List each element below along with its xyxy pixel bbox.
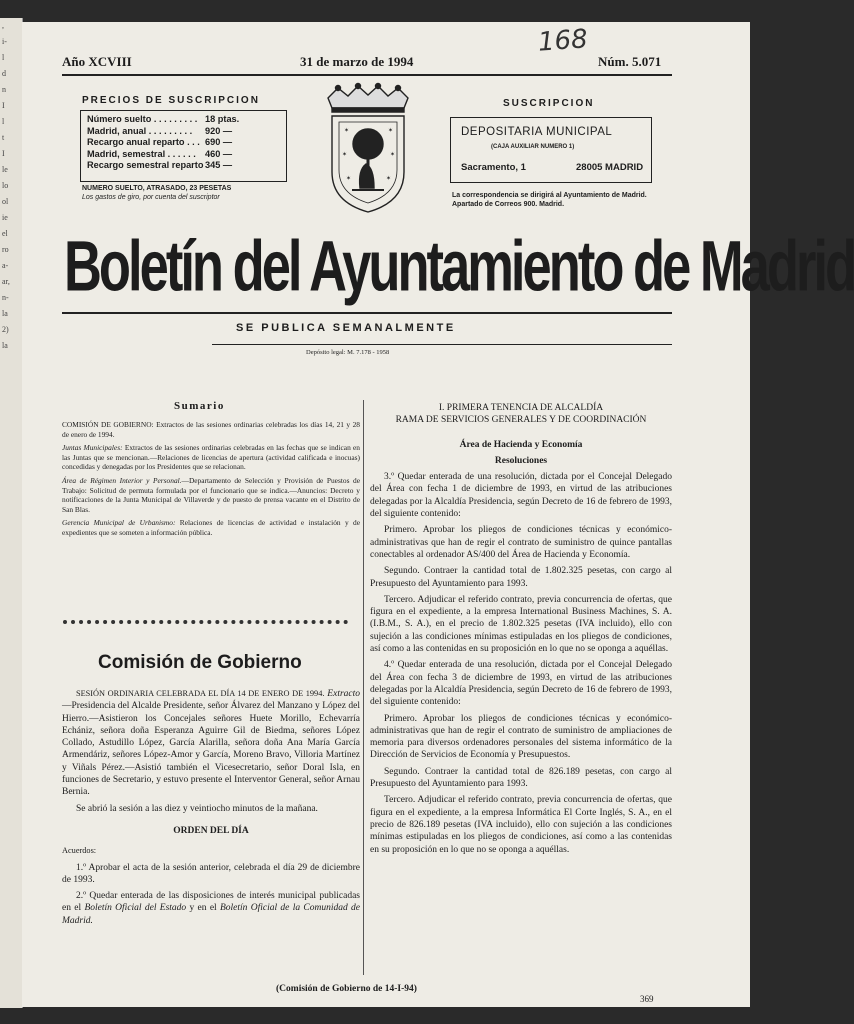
masthead-rule-top — [62, 312, 672, 314]
resolution-paragraph: Tercero. Adjudicar el referido contrato, previa concurrencia de ofertas, que figura en el expediente, a la empresa Informática El Corte Inglés, S. A., en el precio de 826.189 pesetas (IVA incluido), ello con sujeción a las condiciones mínimas estipuladas en los pliegos de condiciones, así como a las contenidas en su proposición en lo que no se oponga a aquéllas. — [370, 795, 672, 855]
price-row — [87, 160, 280, 172]
left-page-fragment: ol — [2, 197, 9, 206]
acuerdos-label: Acuerdos: — [62, 846, 97, 856]
madrid-coat-of-arms-icon — [322, 84, 414, 216]
left-page-fragment: I — [2, 101, 5, 110]
extracto-label: Extracto — [327, 689, 361, 699]
masthead-rule-bottom — [212, 344, 672, 345]
left-page-fragment: n- — [2, 293, 9, 302]
resolutions-heading: Resoluciones — [494, 455, 548, 466]
resolution-paragraph: 4.º Quedar enterada de una resolución, dictada por el Concejal Delegado del Área con fecha 3 de diciembre de 1993, en virtud de las atribuciones delegadas por la Alcaldía Presidencia, según Decreto de 16 de febrero de 1993, del siguiente contenido: — [370, 660, 672, 708]
footer-caption: (Comisión de Gobierno de 14-I-94) — [276, 984, 417, 994]
summary-list — [62, 420, 360, 542]
left-page-fragment: ro — [2, 245, 9, 254]
summary-item-lead: Área de Régimen Interior y Personal. — [62, 475, 182, 485]
resolution-paragraph: 3.º Quedar enterada de una resolución, dictada por el Concejal Delegado del Área con fecha 1 de diciembre de 1993, en virtud de las atribuciones delegadas por la Alcaldía Presidencia, según Decreto de 16 de febrero de 1993, del siguiente contenido: — [370, 472, 672, 520]
subscription-box — [450, 117, 652, 183]
price-row — [87, 149, 280, 161]
left-page-fragment: el — [2, 229, 8, 238]
svg-text:✶: ✶ — [344, 127, 350, 134]
left-page-fragment: le — [2, 165, 8, 174]
resolution-paragraph: Segundo. Contraer la cantidad total de 1.802.325 pesetas, con cargo al Presupuesto del Ayuntamiento para 1993. — [370, 566, 672, 589]
resolution-paragraph: Tercero. Adjudicar el referido contrato, previa concurrencia de ofertas, que figura en el expediente, a la empresa International Business Machines, S. A. (I.B.M., S. A.), en el precio de 1.802.325 pesetas (IVA incluido), ello con sujeción a las condiciones mínimas estipuladas en los pliegos de condiciones, así como a las contenidas en su proposición en lo que no se oponga a aquéllas. — [370, 594, 672, 655]
summary-item-lead: COMISIÓN DE GOBIERNO: — [62, 420, 154, 429]
masthead-subtitle: SE PUBLICA SEMANALMENTE — [236, 322, 456, 334]
handwritten-note: 168 — [537, 24, 589, 58]
dotted-separator — [63, 620, 348, 624]
resolution-paragraph: Primero. Aprobar los pliegos de condiciones técnicas y económico-administrativas que han de regir el contrato de suministro de ampliaciones de memoria para diversos ordenadores personales del sistema informático de la Dirección de Servicios de Economía y Presupuestos. — [370, 713, 672, 761]
price-label: Número suelto . . . . . . . . . — [87, 114, 198, 124]
summary-item-text: —Departamento de Selección y Provisión de Puestos de Trabajo: Solicitud de permuta formulada por el funcionario que se indica.—Anuncios: Decreto y notificaciones de la Junta Municipal de Villaverde y de puesto de prensa vacante en el Distrito de San Blas. — [62, 475, 361, 514]
left-page-fragment: la — [2, 309, 8, 318]
left-article-body — [62, 688, 360, 931]
subscription-office: DEPOSITARIA MUNICIPAL — [461, 126, 613, 138]
session-line: SESIÓN ORDINARIA CELEBRADA EL DÍA 14 DE ENERO DE 1994. — [76, 689, 325, 698]
prices-note-1: NUMERO SUELTO, ATRASADO, 23 PESETAS — [82, 185, 232, 192]
date-label: 31 de marzo de 1994 — [300, 54, 414, 69]
article-heading: Comisión de Gobierno — [98, 652, 302, 673]
subscription-office-detail: (CAJA AUXILIAR NUMERO 1) — [491, 144, 575, 150]
svg-text:✶: ✶ — [346, 175, 352, 182]
header-rule — [62, 74, 672, 76]
svg-text:✶: ✶ — [388, 127, 394, 134]
price-value: 18 ptas. — [205, 114, 240, 124]
area-heading: Área de Hacienda y Economía — [459, 439, 583, 450]
left-page-fragment: ar, — [2, 277, 10, 286]
summary-heading: Sumario — [174, 400, 225, 412]
subscription-city: 28005 MADRID — [576, 162, 644, 173]
left-page-fragment: , — [2, 21, 4, 30]
left-page-edge — [0, 18, 23, 1008]
opening-text: Se abrió la sesión a las diez y veintiocho minutos de la mañana. — [76, 803, 318, 814]
newspaper-page — [22, 22, 854, 1007]
summary-item — [62, 518, 360, 537]
subscription-heading: SUSCRIPCION — [503, 98, 595, 109]
left-page-fragment: lo — [2, 181, 9, 190]
price-value: 920 — — [205, 125, 233, 136]
svg-text:✶: ✶ — [342, 151, 348, 158]
prices-heading: PRECIOS DE SUSCRIPCION — [82, 95, 260, 106]
summary-item-text: Extractos de las sesiones ordinarias celebradas en las fechas que se indican en las Juntas que se mencionan.—Relaciones de licencias de apertura (actividad calificada e inocuas) concedidas y denegadas por los Presidentes que se relacionan. — [62, 443, 360, 472]
summary-item — [62, 443, 360, 472]
left-page-fragment: t — [2, 133, 5, 142]
left-page-fragment: 2) — [2, 325, 9, 334]
left-page-fragment: d — [2, 69, 6, 78]
summary-item-lead: Juntas Municipales: — [62, 443, 123, 453]
price-label: Madrid, anual . . . . . . . . . — [87, 125, 193, 136]
right-heading-1: I. PRIMERA TENENCIA DE ALCALDÍA — [438, 403, 604, 413]
price-label: Recargo anual reparto . . . — [87, 137, 200, 147]
right-heading-2: RAMA DE SERVICIOS GENERALES Y DE COORDINACIÓN — [395, 415, 647, 426]
left-page-fragment: a- — [2, 261, 9, 270]
price-label: Recargo semestral reparto — [87, 160, 204, 170]
price-row — [87, 126, 280, 138]
subscription-note: La correspondencia se dirigirá al Ayuntamiento de Madrid. Apartado de Correos 900. Madrid. — [452, 192, 647, 208]
agreement-1: 1.º Aprobar el acta de la sesión anterior, celebrada el día 29 de diciembre de 1993. — [62, 862, 360, 885]
resolution-paragraph: Segundo. Contraer la cantidad total de 826.189 pesetas, con cargo al Presupuesto del Ayuntamiento para 1993. — [370, 766, 672, 790]
agreement-2-a: 2.º Quedar enterada de las disposiciones de interés municipal publicadas en el — [62, 891, 360, 914]
year-label: Año XCVIII — [62, 54, 132, 69]
page-number: 369 — [640, 994, 654, 1004]
subscription-street: Sacramento, 1 — [461, 162, 526, 173]
extracto-text: —Presidencia del Alcalde Presidente, señor Álvarez del Manzano y López del Hierro.—Asistieron los Concejales señores Huete Morillo, Echevarría Echániz, señora doña Esperanza Aguirre Gil de Biedma, señores López Collado, Astudillo López, García Alarilla, señora doña Ana María García Armendáriz, señores López-Amor y García, Moreno Bravo, Villoria Martínez y Viñals Pérez.—Asistió también el Vicesecretario, señor Doral Isla, en funciones de Secretario, y estuvo presente el Interventor General, señor Arnau Bernia. — [62, 701, 360, 798]
price-label: Madrid, semestral . . . . . . — [87, 148, 196, 159]
svg-text:✶: ✶ — [390, 151, 396, 158]
left-page-fragment: I — [2, 149, 5, 158]
summary-item — [62, 420, 360, 439]
price-value: 460 — — [205, 148, 233, 159]
agreement-2-b: Boletín Oficial del Estado — [84, 903, 187, 914]
resolution-paragraph: Primero. Aprobar los pliegos de condiciones técnicas y económico-administrativas que han de regir el contrato de suministro de quince pantallas conectables al ordenador AS/400 del Área de Hacienda y Economía. — [370, 525, 672, 560]
left-page-fragment: ie — [2, 213, 8, 222]
left-page-fragment: l — [2, 53, 5, 62]
price-value: 690 — — [205, 137, 233, 147]
price-value: 345 — — [205, 160, 233, 170]
agreement-2-c: y en el — [186, 903, 220, 914]
prices-note-2: Los gastos de giro, por cuenta del suscriptor — [82, 194, 220, 201]
column-divider — [363, 400, 364, 975]
left-page-fragment: la — [2, 341, 8, 350]
left-page-fragment: n — [2, 85, 6, 94]
agreement-2-d: Boletín Oficial de la Comunidad de Madrid. — [62, 903, 360, 926]
orden-del-dia: ORDEN DEL DÍA — [173, 825, 249, 836]
issue-number: Núm. 5.071 — [598, 54, 662, 69]
summary-item-text: Extractos de las sesiones ordinarias celebradas los días 14, 21 y 28 de enero de 1994. — [62, 420, 360, 439]
right-article-body — [370, 402, 672, 860]
prices-box — [80, 110, 287, 182]
summary-item — [62, 476, 360, 514]
price-row — [87, 137, 280, 149]
price-row — [87, 114, 280, 126]
svg-text:✶: ✶ — [386, 175, 392, 182]
left-page-fragment: i- — [2, 37, 7, 46]
masthead-title: Boletín del Ayuntamiento de Madrid — [64, 227, 854, 307]
left-page-fragment: l — [2, 117, 5, 126]
summary-item-text: Relaciones de licencias de actividad e instalación y de expedientes que se someten a información pública. — [62, 518, 360, 537]
legal-deposit: Depósito legal: M. 7.178 - 1958 — [306, 349, 390, 356]
summary-item-lead: Gerencia Municipal de Urbanismo: — [62, 518, 176, 528]
